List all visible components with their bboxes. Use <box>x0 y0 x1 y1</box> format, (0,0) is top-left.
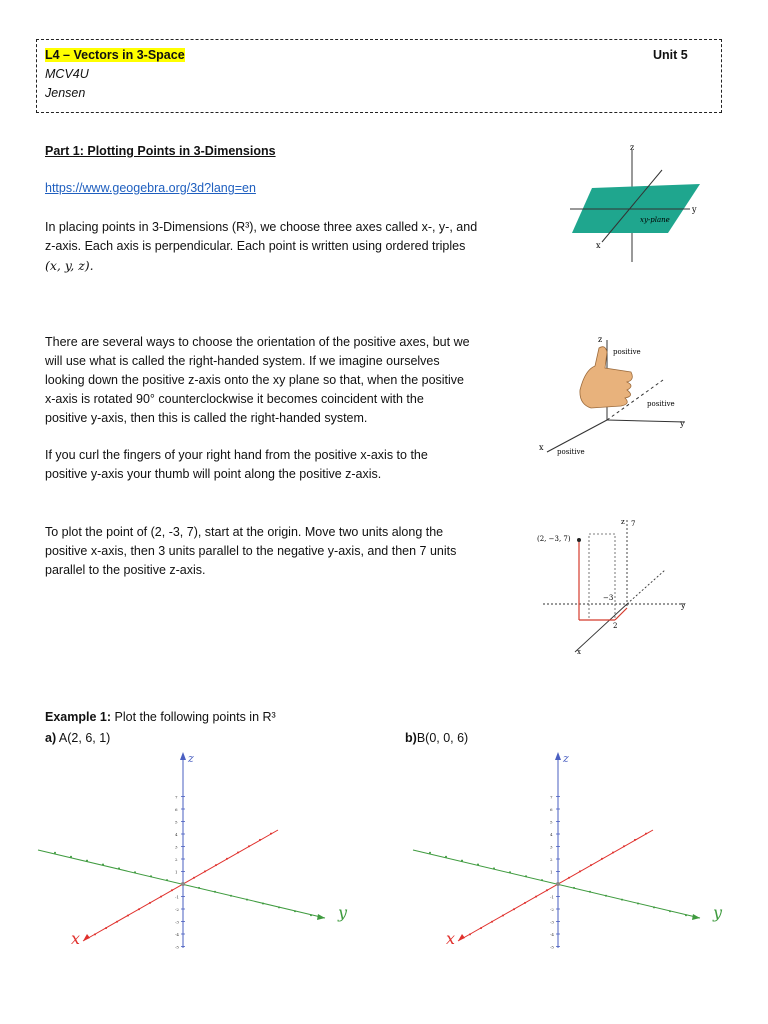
y-tick <box>166 879 168 881</box>
axis-label-z: z <box>621 518 625 526</box>
x-tick <box>270 833 272 835</box>
x-tick <box>94 933 96 935</box>
positive-x-label: positive <box>557 448 585 456</box>
x-tick <box>204 870 206 872</box>
z-tick-label: 5 <box>175 819 178 825</box>
example1-part-a: a) A(2, 6, 1) <box>45 731 111 745</box>
z-tick-label: 2 <box>550 857 553 862</box>
paragraph-line: will use what is called the right-handed system. If we imagine ourselves <box>45 354 440 368</box>
x-tick <box>579 870 581 872</box>
paragraph-line: x-axis is rotated 90° counterclockwise it becomes coincident with the <box>45 392 424 406</box>
x-tick <box>612 852 614 854</box>
y-tick <box>230 895 232 897</box>
axes-grid-a[interactable] <box>30 748 360 958</box>
axis-label-x: x <box>539 443 544 452</box>
paragraph-plot-point <box>45 523 545 580</box>
x-tick <box>601 858 603 860</box>
paragraph-right-handed <box>45 333 545 428</box>
axis-label-z: z <box>630 143 635 152</box>
z-tick-label: -5 <box>175 944 179 950</box>
y-tick <box>477 864 479 866</box>
x-tick <box>171 889 173 891</box>
y-tick <box>262 903 264 905</box>
z-tick-label: 1 <box>175 869 178 875</box>
z-tick-label: 6 <box>550 807 553 812</box>
origin-point <box>181 882 185 886</box>
x-tick <box>105 927 107 929</box>
z-tick-label: -4 <box>550 932 554 937</box>
z-tick-label: 7 <box>550 794 553 800</box>
y-tick <box>669 910 671 912</box>
y-tick <box>621 899 623 901</box>
x-tick <box>535 896 537 898</box>
z-tick-label: -2 <box>175 907 179 912</box>
x-tick <box>623 845 625 847</box>
axis-label-x: x <box>577 648 581 656</box>
unit-label: Unit 5 <box>653 48 688 62</box>
axis-label-y: y <box>681 601 686 610</box>
z-axis-arrow <box>555 752 561 760</box>
x-tick <box>590 864 592 866</box>
axis-label-x: x <box>446 929 456 948</box>
paragraph-line: (x, y, z). <box>45 258 94 273</box>
y-tick <box>653 906 655 908</box>
y-tick <box>54 852 56 854</box>
y-tick <box>573 887 575 889</box>
axis-label-x: x <box>596 241 601 250</box>
x-axis-arrow <box>458 934 465 941</box>
y-tick <box>102 864 104 866</box>
x-tick <box>149 902 151 904</box>
paragraph-line: In placing points in 3-Dimensions (R³), we choose three axes called x-, y-, and <box>45 220 478 234</box>
z-tick-label: 6 <box>175 807 178 812</box>
x-axis-arrow <box>83 934 90 941</box>
z-tick-label: 4 <box>175 832 178 837</box>
axis-label-y: y <box>338 903 348 922</box>
teacher-name: Jensen <box>45 86 86 100</box>
x-tick <box>237 852 239 854</box>
z-axis-arrow <box>180 752 186 760</box>
axis-label-y: y <box>713 903 723 922</box>
x-tick <box>248 845 250 847</box>
z-tick-label: -2 <box>550 907 554 912</box>
y-tick <box>445 856 447 858</box>
y-tick <box>198 887 200 889</box>
geogebra-link[interactable]: https://www.geogebra.org/3d?lang=en <box>45 181 256 195</box>
axis-label-y: y <box>680 419 685 428</box>
paragraph-line: If you curl the fingers of your right hand from the positive x-axis to the <box>45 448 428 462</box>
z-tick-label: -1 <box>550 894 554 900</box>
paragraph-line: looking down the positive z-axis onto the xy plane so that, when the positive <box>45 373 465 387</box>
axes-grid-b[interactable] <box>405 748 735 958</box>
z-tick-label: -1 <box>175 894 179 900</box>
y-tick <box>310 914 312 916</box>
positive-z-label: positive <box>613 348 641 356</box>
paragraph-line: positive x-axis, then 3 units parallel to the negative y-axis, and then 7 units <box>45 544 457 558</box>
z-tick-label: -5 <box>550 944 554 950</box>
z-tick-label: 7 <box>175 794 178 800</box>
point-label: (2, −3, 7) <box>537 535 571 543</box>
axis-label-z: z <box>598 335 603 344</box>
x-tick <box>502 915 504 917</box>
y-tick <box>429 852 431 854</box>
x-tick <box>634 839 636 841</box>
plane-label: xy-plane <box>640 216 670 224</box>
axis-label-x: x <box>71 929 81 948</box>
y-tick <box>134 871 136 873</box>
z-tick-label: 5 <box>550 819 553 825</box>
axis-label-y: y <box>692 205 697 214</box>
z-tick-label: 3 <box>175 844 178 850</box>
y-tick <box>86 860 88 862</box>
z-tick-label: 1 <box>550 869 553 875</box>
y-tick <box>589 891 591 893</box>
paragraph-line: There are several ways to choose the orientation of the positive axes, but we <box>45 335 470 349</box>
y-axis-arrow <box>317 914 325 920</box>
x-tick <box>645 833 647 835</box>
tick-2: 2 <box>613 622 618 630</box>
z-tick-label: 3 <box>550 844 553 850</box>
y-tick <box>541 879 543 881</box>
x-tick <box>193 877 195 879</box>
y-tick <box>214 891 216 893</box>
example1-part-b: b)B(0, 0, 6) <box>405 731 469 745</box>
part1-heading: Part 1: Plotting Points in 3-Dimensions <box>45 144 276 158</box>
y-tick <box>685 914 687 916</box>
example1-heading: Example 1: Plot the following points in R³ <box>45 710 276 724</box>
tick-7: 7 <box>631 520 636 528</box>
x-tick <box>138 908 140 910</box>
point-plot-figure <box>535 512 705 657</box>
axis-label-z: z <box>188 752 194 765</box>
y-tick <box>509 871 511 873</box>
xy-plane-figure <box>560 140 710 270</box>
x-tick <box>160 896 162 898</box>
paragraph-line: z-axis. Each axis is perpendicular. Each point is written using ordered triples <box>45 239 466 253</box>
z-tick-label: 2 <box>175 857 178 862</box>
y-tick <box>150 875 152 877</box>
paragraph-line: positive y-axis your thumb will point along the positive z-axis. <box>45 467 382 481</box>
course-code: MCV4U <box>45 67 89 81</box>
y-tick <box>118 867 120 869</box>
z-tick-label: -3 <box>175 919 179 925</box>
y-tick <box>525 875 527 877</box>
paragraph-line: To plot the point of (2, -3, 7), start at the origin. Move two units along the <box>45 525 444 539</box>
tick-neg3: −3 <box>603 594 614 602</box>
y-tick <box>605 895 607 897</box>
plotted-point <box>577 538 581 542</box>
z-tick-label: 4 <box>550 832 553 837</box>
y-tick <box>637 903 639 905</box>
origin-point <box>556 882 560 886</box>
x-tick <box>568 877 570 879</box>
z-tick-label: -3 <box>550 919 554 925</box>
x-tick <box>546 889 548 891</box>
x-tick <box>491 921 493 923</box>
positive-y-label: positive <box>647 400 675 408</box>
z-tick-label: -4 <box>175 932 179 937</box>
lesson-title: L4 – Vectors in 3-Space <box>45 48 185 62</box>
x-tick <box>480 927 482 929</box>
y-tick <box>278 906 280 908</box>
y-axis-arrow <box>692 914 700 920</box>
x-tick <box>513 908 515 910</box>
paragraph-line: parallel to the positive z-axis. <box>45 563 206 577</box>
paragraph-curl <box>45 446 545 484</box>
x-tick <box>116 921 118 923</box>
right-hand-figure <box>535 330 705 465</box>
x-tick <box>469 933 471 935</box>
y-tick <box>70 856 72 858</box>
axis-label-z: z <box>563 752 569 765</box>
x-tick <box>259 839 261 841</box>
x-tick <box>127 915 129 917</box>
paragraph-axes <box>45 218 545 275</box>
x-tick <box>215 864 217 866</box>
y-tick <box>294 910 296 912</box>
x-tick <box>524 902 526 904</box>
paragraph-line: positive y-axis, then this is called the right-handed system. <box>45 411 368 425</box>
y-tick <box>246 899 248 901</box>
y-tick <box>461 860 463 862</box>
y-tick <box>493 867 495 869</box>
x-tick <box>226 858 228 860</box>
